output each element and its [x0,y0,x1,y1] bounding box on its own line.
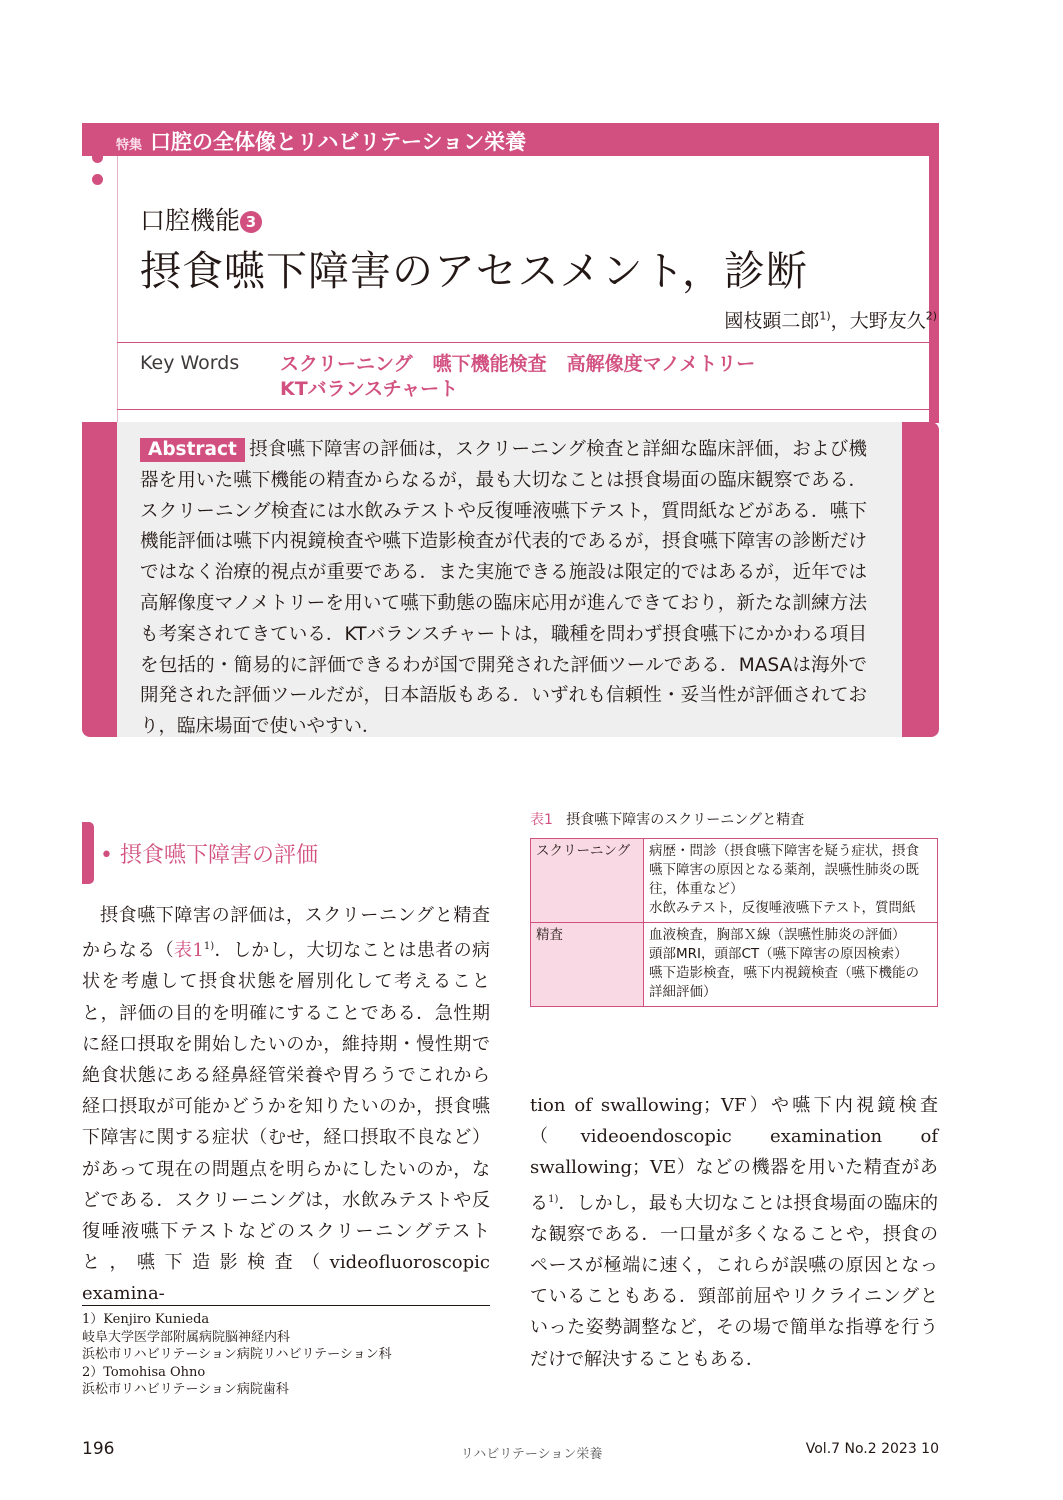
body-text: ．しかし，大切なことは患者の病状を考慮して摂食状態を層別化して考えることと，評価の目的を明確にすることである．急性期に経口摂取を開始したいのか，維持期・慢性期で絶食状態にある経鼻経管栄養や胃ろうでこれから経口摂取が可能かどうかを知りたいのか，摂食嚥下障害に関する症状（むせ，経口摂取不良など）があって現在の問題点を明らかにしたいのか，などである．スクリーニングは，水飲みテストや反復唾液嚥下テストなどのスクリーニングテストと，嚥下造影検査（videofluoroscopic examina- [82,940,491,1305]
kicker-number: 3 [240,211,262,233]
body-text: 摂食嚥下障害の評価は，スクリーニングと精査からなる（ [82,905,490,962]
kicker-text: 口腔機能 [140,206,241,235]
author-name: 大野友久 [849,310,926,332]
screening-table [530,838,938,1007]
keyword: KTバランスチャート [280,378,459,400]
table-cell-line: 水飲みテスト，反復唾液嚥下テスト，質問紙 [649,900,916,916]
keyword: 高解像度マノメトリー [566,353,756,375]
table-row [531,923,938,1007]
body-column-right [530,1090,938,1375]
table-row [531,839,938,923]
table-cell-line: 血液検査，胸部Ｘ線（誤嚥性肺炎の評価） [649,927,906,943]
footnote-line: 浜松市リハビリテーション病院リハビリテーション科 [82,1347,392,1362]
table-cell-line: 病歴・問診（摂食嚥下障害を疑う症状，摂食嚥下障害の原因となる薬剤，誤嚥性肺炎の既往，体重など） [649,843,919,897]
right-accent-bar [929,123,939,423]
body-text: ．しかし，最も大切なことは摂食場面の臨床的な観察である．一口量が多くなることや，摂食のペースが極端に速く，これらが誤嚥の原因となっていることもある．頸部前屈やリクライニングといった姿勢調整など，その場で簡単な指導を行うだけで解決することもある． [530,1192,939,1370]
article-title: 摂食嚥下障害のアセスメント，診断 [140,247,808,295]
author-affiliation-mark: 2) [925,309,937,323]
table-label: 表1 [530,812,553,828]
footnote-line: 2）Tomohisa Ohno [82,1364,206,1380]
feature-tag: 特集 [116,138,143,153]
bullet-dot-1 [92,129,103,140]
citation-mark: 1) [548,1193,559,1205]
abstract [140,435,867,743]
footnote-line: 浜松市リハビリテーション病院歯科 [82,1382,289,1397]
table-reference-link[interactable]: 表1 [173,940,204,962]
table-caption [530,809,804,829]
author-separator: ， [830,310,850,332]
section-bullet: • [100,843,113,868]
table-row-header: 精査 [531,923,644,1007]
keywords-rule [117,409,939,410]
series-title-text: 口腔の全体像とリハビリテーション栄養 [150,130,527,154]
author-affiliation-mark: 1) [819,309,831,323]
authors-rule [117,342,939,343]
citation-mark: 1) [203,941,215,953]
table-cell [644,839,938,923]
series-title [116,126,526,156]
body-column-left [82,900,490,1310]
page-number: 196 [82,1439,115,1459]
footnote-line: 岐阜大学医学部附属病院脳神経内科 [82,1329,291,1345]
keywords-label: Key Words [140,352,240,374]
authors [724,306,937,333]
table-caption-text: 摂食嚥下障害のスクリーニングと精査 [566,812,805,828]
left-rule [117,156,118,426]
footnote-line: 1）Kenjiro Kunieda [82,1312,210,1327]
footnotes [82,1311,392,1399]
section-title [100,838,318,869]
journal-name: リハビリテーション栄養 [460,1447,603,1462]
article-kicker [140,201,262,237]
table-cell-line: 嚥下造影検査，嚥下内視鏡検査（嚥下機能の詳細評価） [649,965,919,1000]
body-text: tion of swallowing；VF）や嚥下内視鏡検査（videoendoscopic examination of swallowing；VE）などの機器を用いた精査がある [530,1095,938,1214]
bullet-dot-2 [92,152,103,163]
table-cell [644,923,938,1007]
bullet-dot-3 [92,174,103,185]
abstract-label: Abstract [140,438,245,462]
table-row-header: スクリーニング [531,839,644,923]
author-name: 國枝顕二郎 [724,310,820,332]
keywords [280,352,775,402]
table-cell-line: 頭部MRI，頭部CT（嚥下障害の原因検索） [649,946,908,962]
section-marker [82,822,94,884]
abstract-text: 摂食嚥下障害の評価は，スクリーニング検査と詳細な臨床評価，および機器を用いた嚥下機能の精査からなるが，最も大切なことは摂食場面の臨床観察である．スクリーニング検査には水飲みテストや反復唾液嚥下テスト，質問紙などがある．嚥下機能評価は嚥下内視鏡検査や嚥下造影検査が代表的であるが，摂食嚥下障害の診断だけではなく治療的視点が重要である．また実施できる施設は限定的ではあるが，近年では高解像度マノメトリーを用いて嚥下動態の臨床応用が進んできており，新たな訓練方法も考案されてきている．KTバランスチャートは，職種を問わず摂食嚥下にかかわる項目を包括的・簡易的に評価できるわが国で開発された評価ツールである．MASAは海外で開発された評価ツールだが，日本語版もある．いずれも信頼性・妥当性が評価されており，臨床場面で使いやすい． [140,439,867,738]
keyword: スクリーニング [280,353,413,375]
footnote-rule [82,1305,490,1306]
volume-info: Vol.7 No.2 2023 10 [805,1441,939,1457]
section-title-text: 摂食嚥下障害の評価 [119,843,318,868]
keyword: 嚥下機能検査 [432,353,547,375]
